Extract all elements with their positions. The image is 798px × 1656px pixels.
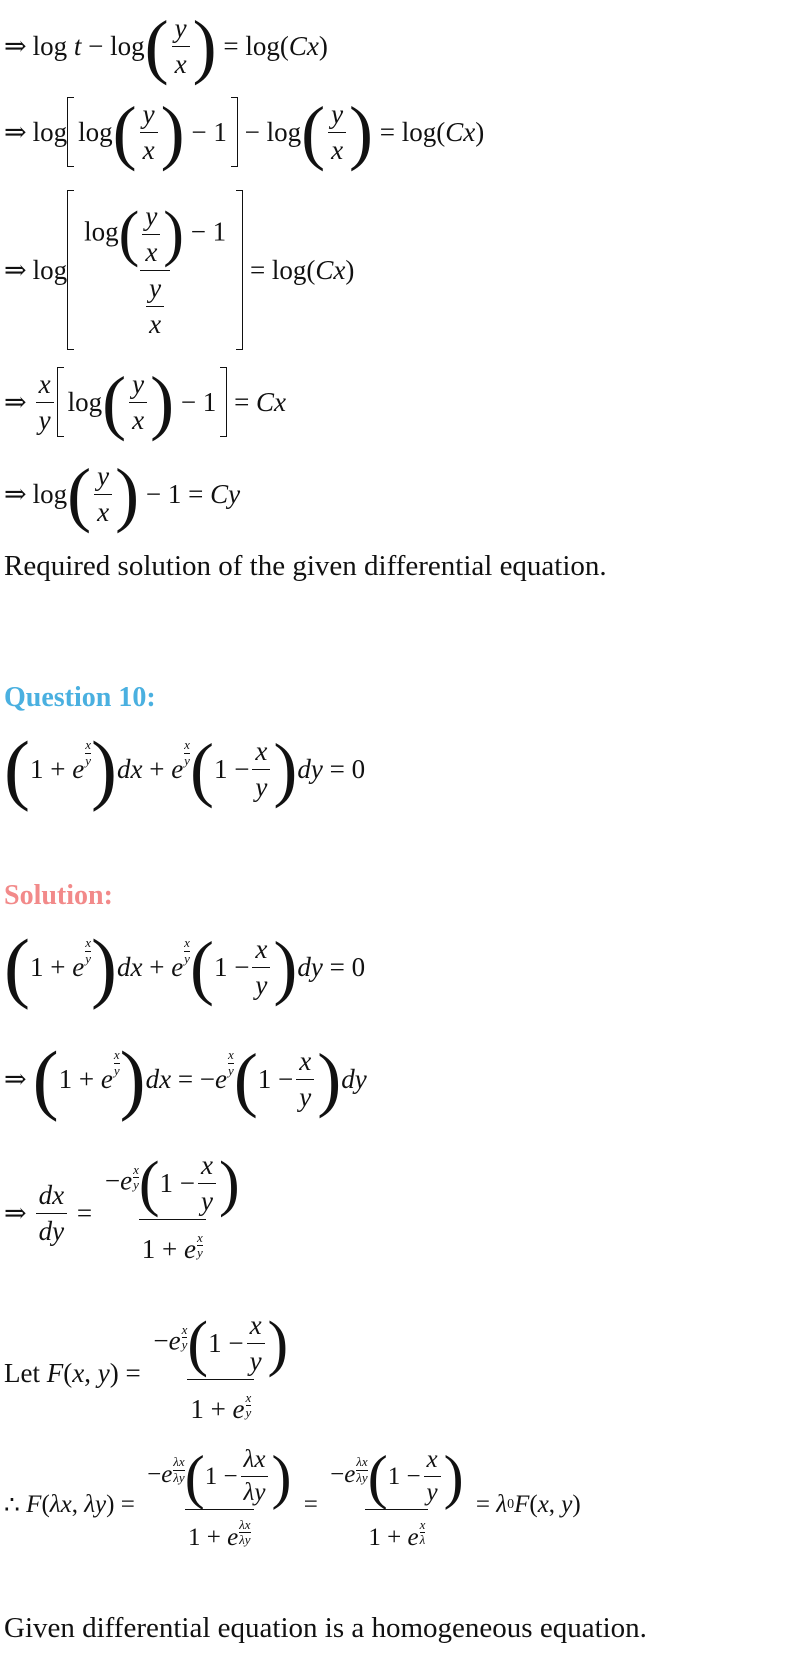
solution-step-1: ( 1 + e x y ) dx + e x y ( 1 − $\frac{x}{y}$ ) dy = 0 — [4, 923, 366, 1010]
solution-step-4: Let F ( x , y ) = −e $\frac{x}{y}$ ( 1 − $\frac{x}{y}$ ) 1 + e $\frac{x}{y}$ — [4, 1310, 294, 1437]
solution-step-5: ∴ F ( λx , λy ) = −e $\frac{\lambda x}{\lambda y}$ ( 1 − $\frac{\lambda x}{\lambda y}$ ) 1 + e $\frac{\lambda x}{\lambda y}$ = −e $\frac{\lambda x}{\lambda y}$ ( 1 − $\frac{x}{y}$ ) 1 + e $\frac{x}{\lambda}$ = λ 0 F ( x , y ) — [4, 1446, 581, 1564]
solution-heading: Solution: — [4, 880, 113, 911]
equation-5: ⇒ log ( $\frac{y}{x}$ ) − 1 = Cy — [4, 454, 241, 534]
equation-3: ⇒ log log ( $\frac{y}{x}$ ) − 1 $\frac{y}{x}$ = log( Cx ) — [4, 190, 354, 350]
solution-step-2: ⇒ ( 1 + e x y ) dx = − e x y ( 1 − $\frac{x}{y}$ ) dy — [4, 1035, 367, 1122]
question-equation: ( 1 + e x y ) dx + e x y ( 1 − $\frac{x}{y}$ ) dy = 0 — [4, 725, 366, 812]
equation-2: ⇒ log log ( $\frac{y}{x}$ ) − 1 − log ( $\frac{y}{x}$ ) = log( Cx ) — [4, 92, 485, 172]
equation-4: ⇒ $\frac{x}{y}$ log ( $\frac{y}{x}$ ) − 1 = Cx — [4, 362, 287, 442]
final-text: Given differential equation is a homogeneous equation. — [4, 1612, 647, 1644]
solution-step-3: ⇒ $\frac{dx}{dy}$ = −e $\frac{x}{y}$ ( 1 − $\frac{x}{y}$ ) 1 + e $\frac{x}{y}$ — [4, 1150, 246, 1277]
conclusion-text: Required solution of the given differential equation. — [4, 550, 607, 582]
equation-1: ⇒ log t − log ( $\frac{y}{x}$ ) = log( Cx ) — [4, 6, 328, 86]
question-heading: Question 10: — [4, 682, 156, 713]
